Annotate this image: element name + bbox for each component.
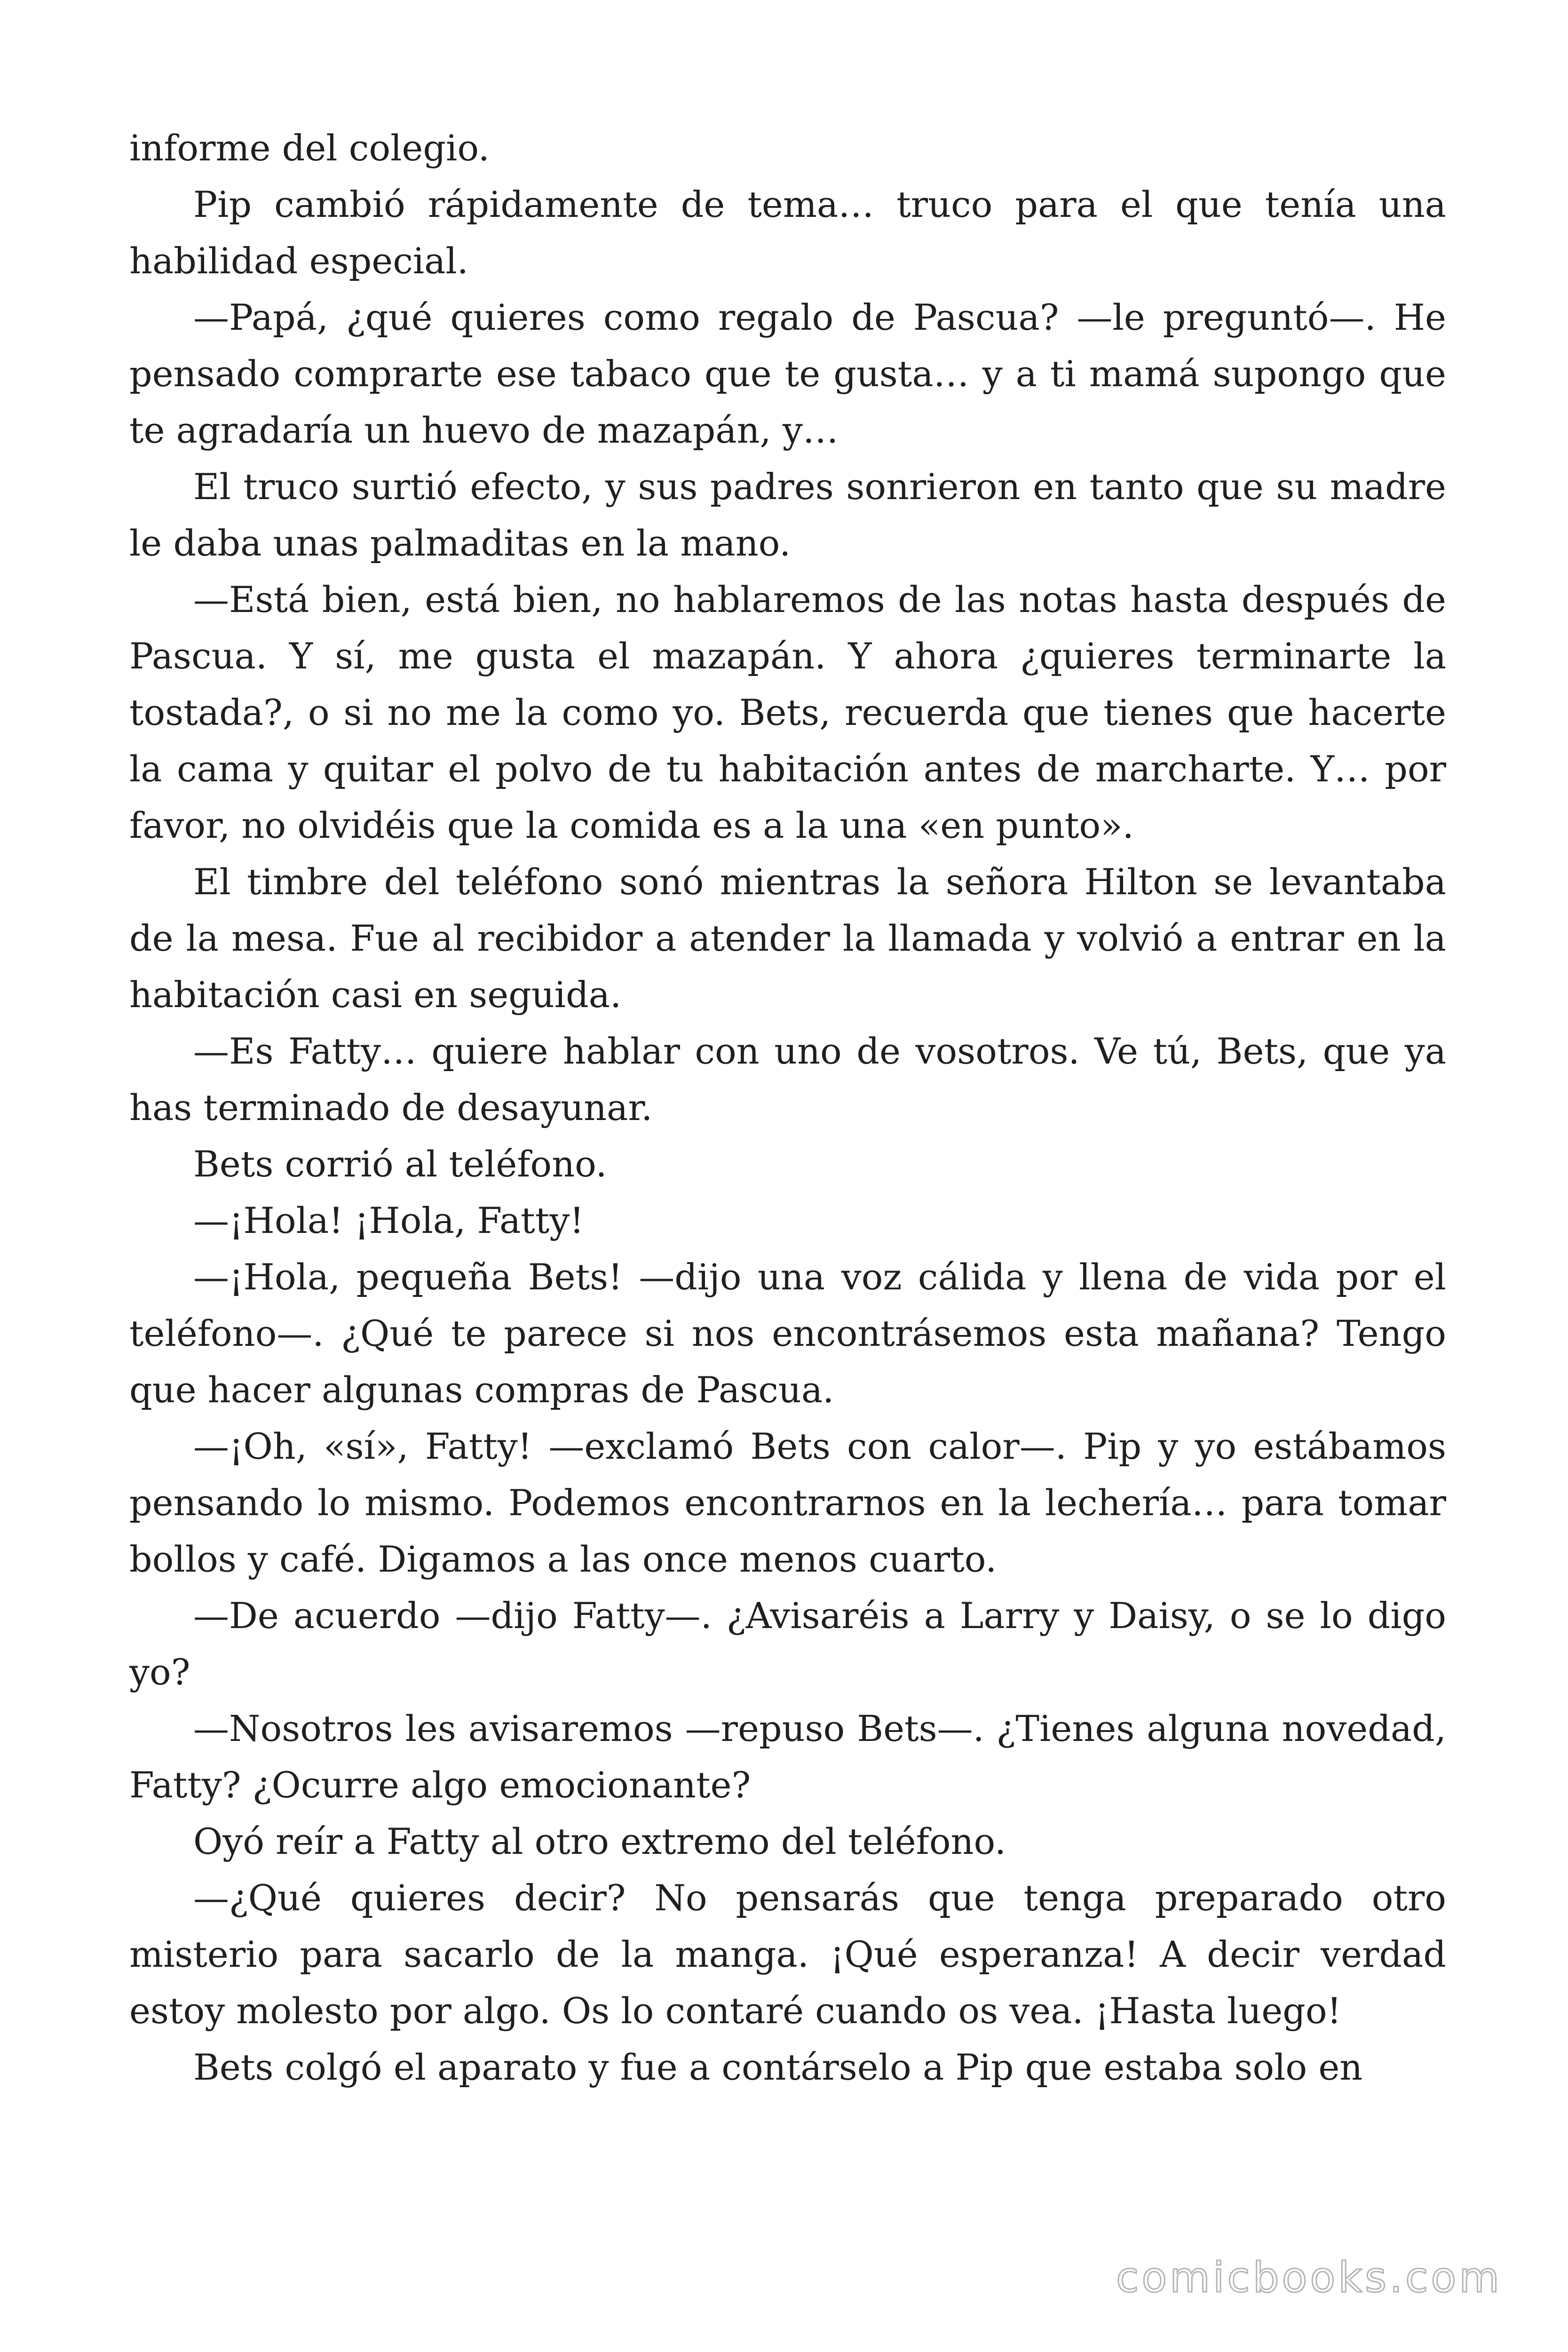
paragraph: El truco surtió efecto, y sus padres sonrieron en tanto que su madre le daba unas palmaditas en la mano.	[129, 466, 1446, 564]
paragraph: Bets colgó el aparato y fue a contárselo a Pip que estaba solo en	[193, 2046, 1363, 2088]
paragraph: —Papá, ¿qué quieres como regalo de Pascua? —le preguntó—. He pensado comprarte ese tabaco que te gusta… y a ti mamá supongo que te agradaría un huevo de mazapán, y…	[129, 296, 1446, 451]
paragraph: —¡Oh, «sí», Fatty! —exclamó Bets con calor—. Pip y yo estábamos pensando lo mismo. Podemos encontrarnos en la lechería… para tomar bollos y café. Digamos a las once menos cuarto.	[129, 1425, 1446, 1580]
watermark: comicbooks.com	[1116, 2253, 1502, 2302]
paragraph: Pip cambió rápidamente de tema… truco para el que tenía una habilidad especial.	[129, 183, 1446, 282]
paragraph: El timbre del teléfono sonó mientras la señora Hilton se levantaba de la mesa. Fue al recibidor a atender la llamada y volvió a entrar en la habitación casi en seguida.	[129, 861, 1446, 1016]
paragraph: —¿Qué quieres decir? No pensarás que tenga preparado otro misterio para sacarlo de la manga. ¡Qué esperanza! A decir verdad estoy molesto por algo. Os lo contaré cuando os vea. ¡Hasta luego!	[129, 1877, 1446, 2032]
paragraph: —De acuerdo —dijo Fatty—. ¿Avisaréis a Larry y Daisy, o se lo digo yo?	[129, 1595, 1446, 1693]
book-page-text	[129, 120, 1446, 2096]
paragraph: —¡Hola, pequeña Bets! —dijo una voz cálida y llena de vida por el teléfono—. ¿Qué te parece si nos encontrásemos esta mañana? Tengo que hacer algunas compras de Pascua.	[129, 1256, 1446, 1411]
paragraph: —Es Fatty… quiere hablar con uno de vosotros. Ve tú, Bets, que ya has terminado de desayunar.	[129, 1030, 1446, 1128]
paragraph: Bets corrió al teléfono.	[193, 1143, 607, 1185]
paragraph: Oyó reír a Fatty al otro extremo del teléfono.	[193, 1820, 1006, 1862]
paragraph: —Está bien, está bien, no hablaremos de las notas hasta después de Pascua. Y sí, me gusta el mazapán. Y ahora ¿quieres terminarte la tostada?, o si no me la como yo. Bets, recuerda que tienes que hacerte la cama y quitar el polvo de tu habitación antes de marcharte. Y… por favor, no olvidéis que la comida es a la una «en punto».	[129, 579, 1446, 846]
paragraph: informe del colegio.	[129, 127, 490, 169]
paragraph: —Nosotros les avisaremos —repuso Bets—. ¿Tienes alguna novedad, Fatty? ¿Ocurre algo emocionante?	[129, 1708, 1446, 1806]
paragraph: —¡Hola! ¡Hola, Fatty!	[193, 1200, 584, 1241]
